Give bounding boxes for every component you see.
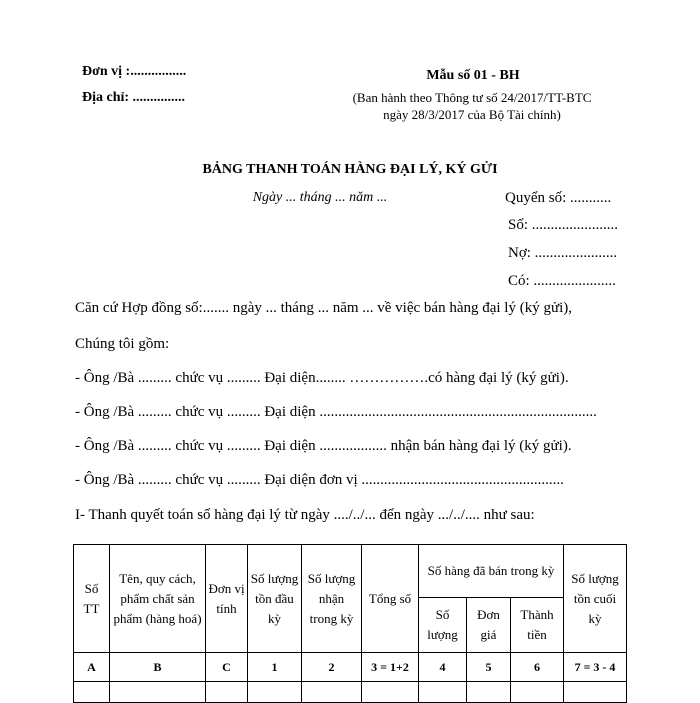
representative-line-1: - Ông /Bà ......... chức vụ ......... Đại diện........ …………….có hàng đại lý (ký gửi). — [75, 370, 569, 386]
table-header-row — [74, 545, 627, 598]
quyen-so: Quyển số: ........... — [505, 190, 612, 206]
document-title: BẢNG THANH TOÁN HÀNG ĐẠI LÝ, KÝ GỬI — [202, 162, 498, 177]
header-ten: Tên, quy cách, phẩm chất sản phẩm (hàng hoá) — [110, 545, 206, 653]
representative-line-3: - Ông /Bà ......... chức vụ ......... Đại diện .................. nhận bán hàng đại lý (ký gửi). — [75, 438, 572, 454]
chung-toi-gom: Chúng tôi gồm: — [75, 336, 170, 352]
can-cu-line: Căn cứ Hợp đồng số:....... ngày ... tháng ... năm ... về việc bán hàng đại lý (ký gửi), — [75, 300, 573, 316]
code-cell: B — [110, 653, 206, 682]
header-so-luong: Số lượng — [419, 598, 467, 653]
form-number: Mẫu số 01 - BH — [426, 68, 520, 83]
issued-note-line1: (Ban hành theo Thông tư số 24/2017/TT-BTC — [352, 90, 592, 105]
code-cell: 6 — [511, 653, 564, 682]
representative-line-2: - Ông /Bà ......... chức vụ ......... Đại diện .......................................................................... — [75, 404, 597, 420]
code-cell: 4 — [419, 653, 467, 682]
issued-note-line2: ngày 28/3/2017 của Bộ Tài chính) — [383, 107, 561, 122]
code-cell: 3 = 1+2 — [362, 653, 419, 682]
header-don-gia: Đơn giá — [467, 598, 511, 653]
code-cell: 1 — [248, 653, 302, 682]
table-row — [74, 682, 627, 703]
section-1-heading: I- Thanh quyết toán số hàng đại lý từ ngày ..../../... đến ngày .../../.... như sau: — [75, 507, 535, 523]
code-cell: 7 = 3 - 4 — [564, 653, 627, 682]
header-dvt: Đơn vị tính — [206, 545, 248, 653]
date-line: Ngày ... tháng ... năm ... — [252, 190, 388, 205]
no-account: Nợ: ...................... — [508, 245, 618, 261]
header-ton-cuoi: Số lượng tồn cuối kỳ — [564, 545, 627, 653]
header-ton-dau: Số lượng tồn đầu kỳ — [248, 545, 302, 653]
header-stt: Số TT — [74, 545, 110, 653]
header-nhan: Số lượng nhận trong kỳ — [302, 545, 362, 653]
so-number: Số: ....................... — [508, 217, 619, 233]
code-cell: A — [74, 653, 110, 682]
code-cell: 2 — [302, 653, 362, 682]
header-tong: Tổng số — [362, 545, 419, 653]
header-thanh-tien: Thành tiền — [511, 598, 564, 653]
code-cell: C — [206, 653, 248, 682]
co-account: Có: ...................... — [508, 273, 616, 289]
don-vi-label: Đơn vị :................ — [82, 64, 187, 79]
code-cell: 5 — [467, 653, 511, 682]
header-da-ban: Số hàng đã bán trong kỳ — [419, 545, 564, 598]
representative-line-4: - Ông /Bà ......... chức vụ ......... Đại diện đơn vị ...................................................... — [75, 472, 564, 488]
settlement-table — [73, 544, 627, 703]
dia-chi-label: Địa chỉ: ............... — [82, 90, 186, 105]
table-code-row — [74, 653, 627, 682]
